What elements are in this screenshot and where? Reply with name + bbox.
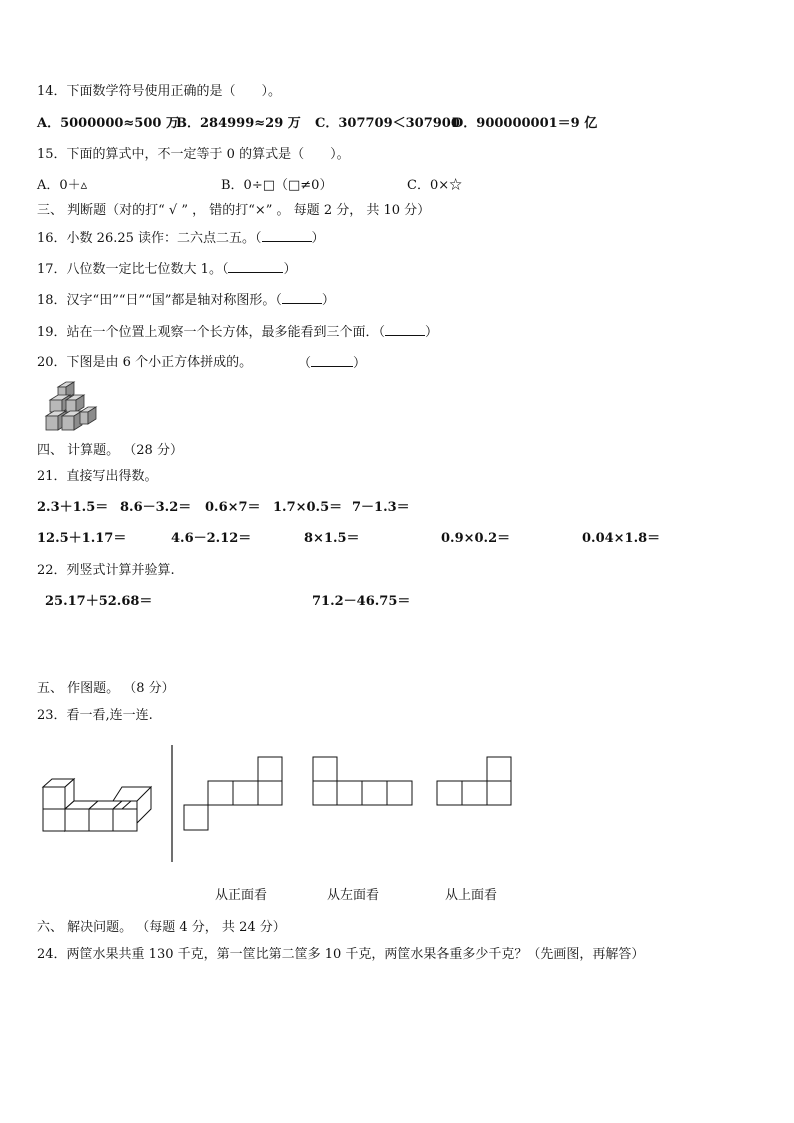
cube-model-icon [43, 779, 151, 831]
q18-close: ） [321, 293, 335, 308]
q15-option-b: B．0÷□（□≠0） [221, 178, 333, 193]
question-21-stem: 21．直接写出得数。 [37, 469, 158, 484]
cube [66, 395, 84, 412]
question-23-stem: 23．看一看,连一连. [37, 708, 153, 723]
cube [80, 407, 96, 424]
cube [50, 395, 70, 412]
cube [46, 411, 66, 430]
q14-option-c: C．307709＜307900 [315, 116, 460, 131]
q20-close: ） [353, 356, 367, 371]
calc-item: 8×1.5＝ [304, 531, 360, 546]
question-20-stem: 20．下图是由 6 个小正方体拼成的。 [37, 355, 253, 370]
question-15-stem: 15．下面的算式中，不一定等于 0 的算式是（ ）。 [37, 147, 350, 162]
q15-option-a: A．0＋▵ [37, 178, 88, 193]
question-20-blank [298, 355, 366, 372]
caption-left-view: 从左面看 [327, 888, 380, 903]
q16-text: 16．小数 26.25 读作：二六点二五。（ [37, 231, 262, 246]
q14-option-d: D．900000001＝9 亿 [452, 116, 598, 131]
question-19 [37, 324, 438, 341]
q17-close: ） [283, 262, 297, 277]
question-22-stem: 22．列竖式计算并验算. [37, 563, 175, 578]
q14-option-b: B．284999≈29 万 [176, 116, 301, 131]
calc-item: 0.6×7＝ [205, 500, 261, 515]
section-6-heading: 六、 解决问题。 （每题 4 分， 共 24 分） [37, 920, 286, 935]
q14-option-a: A．5000000≈500 万 [37, 116, 179, 131]
q19-close: ） [425, 325, 439, 340]
q18-text: 18．汉字“田”“日”“国”都是轴对称图形。（ [37, 293, 282, 308]
view-option-2 [313, 757, 412, 805]
answer-blank[interactable] [262, 230, 312, 242]
question-16 [37, 230, 325, 247]
calc-item: 7－1.3＝ [352, 500, 410, 515]
answer-blank[interactable] [282, 292, 322, 304]
answer-blank[interactable] [385, 324, 425, 336]
question-18 [37, 292, 335, 309]
calc-item: 2.3＋1.5＝ [37, 500, 109, 515]
calc-item: 12.5＋1.17＝ [37, 531, 127, 546]
q19-text: 19．站在一个位置上观察一个长方体，最多能看到三个面．（ [37, 325, 386, 340]
calc-item: 1.7×0.5＝ [273, 500, 343, 515]
q15-option-c: C．0×☆ [407, 178, 463, 193]
cube-stack-icon [46, 382, 96, 430]
q20-open: （ [298, 356, 312, 371]
question-14-stem: 14．下面数学符号使用正确的是（ ）。 [37, 84, 282, 99]
caption-top-view: 从上面看 [445, 888, 498, 903]
vertical-calc-item: 71.2－46.75＝ [312, 594, 411, 609]
view-option-3 [437, 757, 511, 805]
q17-text: 17．八位数一定比七位数大 1。（ [37, 262, 229, 277]
section-4-heading: 四、 计算题。 （28 分） [37, 443, 183, 458]
section-3-heading: 三、 判断题（对的打“ √ ” ， 错的打“×” 。 每题 2 分， 共 10 分） [37, 203, 431, 218]
view-option-1 [184, 757, 282, 830]
calc-item: 0.9×0.2＝ [441, 531, 511, 546]
cube [58, 382, 74, 399]
question-24: 24．两筐水果共重 130 千克，第一筐比第二筐多 10 千克，两筐水果各重多少千克？（先画图，再解答） [37, 947, 645, 962]
calc-item: 8.6－3.2＝ [120, 500, 192, 515]
answer-blank[interactable] [228, 261, 283, 273]
vertical-calc-item: 25.17＋52.68＝ [45, 594, 153, 609]
q16-close: ） [311, 231, 325, 246]
calc-item: 4.6－2.12＝ [171, 531, 252, 546]
answer-blank[interactable] [311, 355, 353, 367]
calc-item: 0.04×1.8＝ [582, 531, 661, 546]
caption-front-view: 从正面看 [215, 888, 268, 903]
section-5-heading: 五、 作图题。 （8 分） [37, 681, 175, 696]
cube [62, 411, 82, 430]
question-17 [37, 261, 296, 278]
